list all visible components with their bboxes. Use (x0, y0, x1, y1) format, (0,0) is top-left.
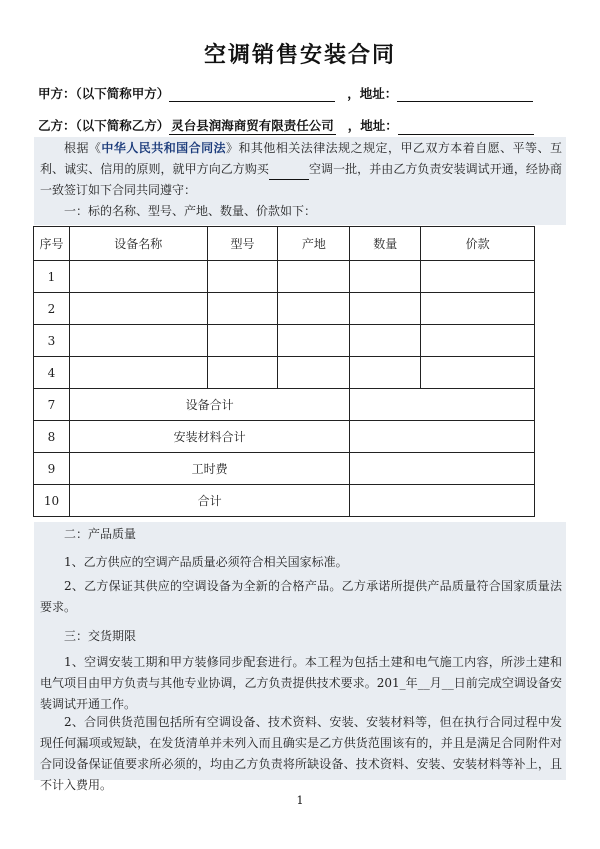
cell-origin[interactable] (278, 293, 350, 325)
cell-origin[interactable] (278, 357, 350, 389)
law-name: 中华人民共和国合同法 (101, 141, 226, 155)
row-no: 8 (34, 421, 70, 453)
row-no: 9 (34, 453, 70, 485)
cell-model[interactable] (207, 325, 278, 357)
party-a-address-label: ，地址： (347, 86, 398, 101)
summary-label: 安装材料合计 (69, 421, 349, 453)
row-no: 2 (34, 293, 70, 325)
summary-row-labor-fee (34, 453, 535, 485)
party-a-name-field[interactable] (169, 85, 335, 102)
cell-model[interactable] (207, 293, 278, 325)
cell-origin[interactable] (278, 261, 350, 293)
summary-value[interactable] (350, 421, 535, 453)
section-2-item-1: 1、乙方供应的空调产品质量必须符合相关国家标准。 (64, 555, 348, 569)
party-a-label: 甲方：（以下简称甲方） (38, 86, 170, 101)
page-number: 1 (296, 794, 304, 807)
summary-row-material-total (34, 421, 535, 453)
table-row (34, 357, 535, 389)
section-3-heading: 三：交货期限 (64, 629, 137, 643)
section-3-item-2: 2、合同供货范围包括所有空调设备、技术资料、安装、安装材料等，但在执行合同过程中发现任何漏项或短缺，在发货清单并未列入而且确实是乙方供货范围该有的，并且是满足合同附件对合同设备保证值要求所必须的，均由乙方负责将所缺设备、技术资料、安装、安装材料等补上，且不计入费用。 (40, 715, 562, 792)
party-b-company-name: 灵台县润海商贸有限责任公司 (171, 118, 334, 133)
party-b-address-field[interactable] (398, 118, 534, 135)
cell-origin[interactable] (278, 325, 350, 357)
summary-label: 工时费 (69, 453, 349, 485)
row-no: 1 (34, 261, 70, 293)
header-origin: 产地 (278, 227, 350, 261)
cell-price[interactable] (421, 261, 535, 293)
header-price: 价款 (421, 227, 535, 261)
section-2-item-2: 2、乙方保证其供应的空调设备为全新的合格产品。乙方承诺所提供产品质量符合国家质量法要求。 (40, 579, 562, 614)
cell-device-name[interactable] (69, 325, 207, 357)
row-no: 3 (34, 325, 70, 357)
row-no: 4 (34, 357, 70, 389)
summary-value[interactable] (350, 485, 535, 517)
header-no: 序号 (34, 227, 70, 261)
table-row (34, 325, 535, 357)
header-device-name: 设备名称 (69, 227, 207, 261)
row-no: 10 (34, 485, 70, 517)
header-quantity: 数量 (350, 227, 421, 261)
summary-value[interactable] (350, 453, 535, 485)
cell-device-name[interactable] (69, 357, 207, 389)
cell-model[interactable] (207, 261, 278, 293)
summary-value[interactable] (350, 389, 535, 421)
row-no: 7 (34, 389, 70, 421)
summary-label: 设备合计 (69, 389, 349, 421)
cell-device-name[interactable] (69, 293, 207, 325)
party-a-line (38, 84, 533, 102)
table-row (34, 261, 535, 293)
cell-price[interactable] (421, 325, 535, 357)
party-b-address-label: ，地址： (347, 118, 398, 133)
party-b-label: 乙方：（以下简称乙方） (38, 118, 170, 133)
section-2-heading: 二：产品质量 (64, 527, 137, 541)
table-row (34, 293, 535, 325)
cell-device-name[interactable] (69, 261, 207, 293)
party-b-line (38, 116, 534, 135)
cell-model[interactable] (207, 357, 278, 389)
intro-paragraph (40, 138, 562, 201)
cell-quantity[interactable] (350, 357, 421, 389)
party-a-address-field[interactable] (397, 85, 533, 102)
summary-row-grand-total (34, 485, 535, 517)
intro-text-3: 空调一批，并由乙方负责安装调试开通，经协商一致签订如下合同共同遵守： (40, 162, 562, 197)
cell-price[interactable] (421, 293, 535, 325)
items-table (33, 226, 535, 517)
aircon-quantity-blank[interactable] (269, 165, 309, 180)
cell-quantity[interactable] (350, 325, 421, 357)
cell-quantity[interactable] (350, 261, 421, 293)
section-1-heading: 一：标的名称、型号、产地、数量、价款如下： (64, 204, 317, 218)
summary-row-equipment-total (34, 389, 535, 421)
cell-quantity[interactable] (350, 293, 421, 325)
document-title: 空调销售安装合同 (203, 42, 396, 68)
header-model: 型号 (207, 227, 278, 261)
cell-price[interactable] (421, 357, 535, 389)
section-3-item-1: 1、空调安装工期和甲方装修同步配套进行。本工程为包括土建和电气施工内容，所涉土建和电气项目由甲方负责与其他专业协调，乙方负责提供技术要求。201_年__月__日前完成空调设备安装调试开通工作。 (40, 655, 562, 711)
intro-text-1: 根据《 (64, 141, 102, 155)
summary-label: 合计 (69, 485, 349, 517)
intro-text-2: 》和其他相关法律法规之规定，甲乙双方本着自愿、平等、互利、诚实、信用的原则，就甲方向乙方购买 (40, 141, 562, 176)
table-header-row (34, 227, 535, 261)
